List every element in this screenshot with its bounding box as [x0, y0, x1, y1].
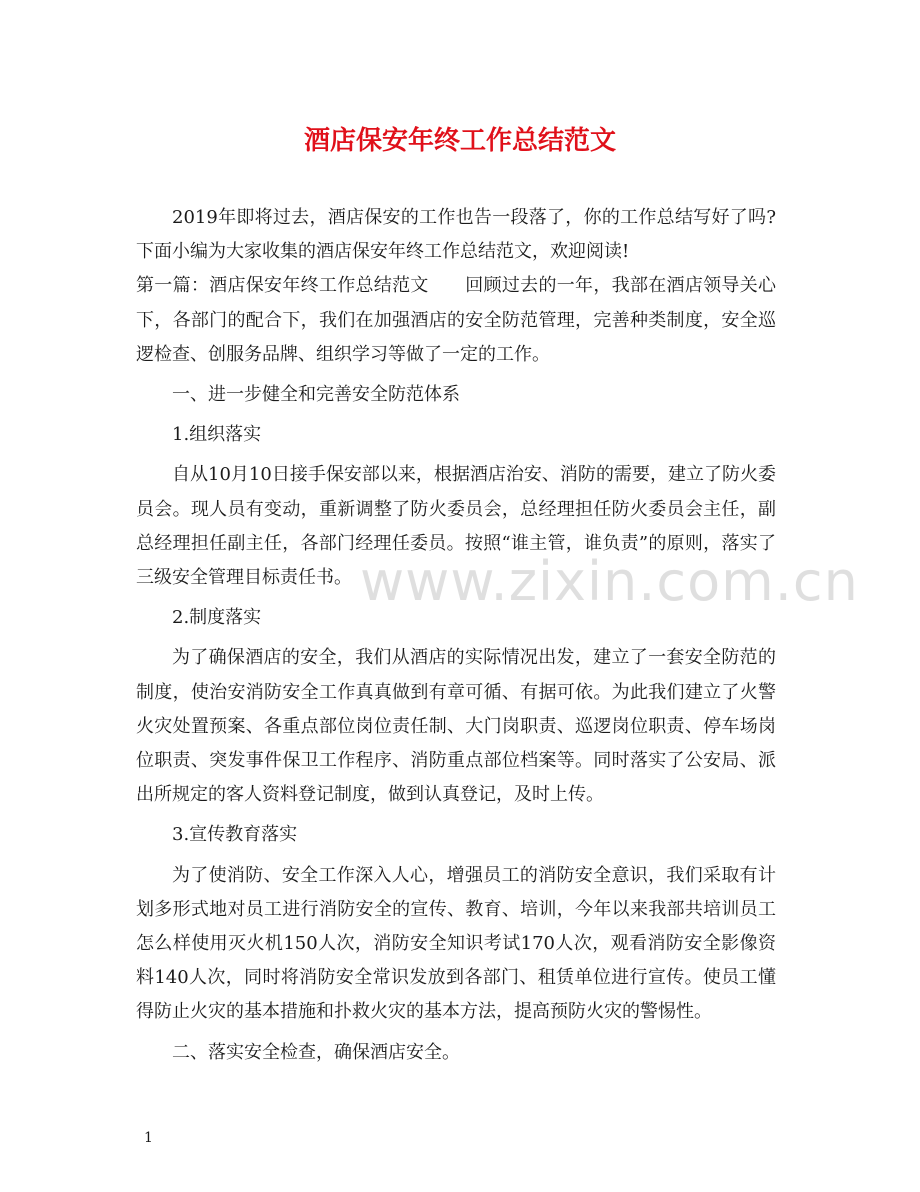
document-title: 酒店保安年终工作总结范文 [303, 126, 616, 156]
page-number: 1 [144, 1130, 153, 1146]
first-article-paragraph: 第一篇：酒店保安年终工作总结范文 回顾过去的一年，我部在酒店领导关心下，各部门的配合下，我们在加强酒店的安全防范管理，完善种类制度，安全巡逻检查、创服务品牌、组织学习等做了一定的工作。 [136, 275, 776, 365]
section-heading-2: 二、落实安全检查，确保酒店安全。 [172, 1041, 460, 1063]
subheading-education: 3.宣传教育落实 [172, 824, 298, 846]
intro-paragraph: 2019年即将过去，酒店保安的工作也告一段落了，你的工作总结写好了吗?下面小编为大家收集的酒店保安年终工作总结范文，欢迎阅读! [136, 207, 776, 263]
education-paragraph: 为了使消防、安全工作深入人心，增强员工的消防安全意识，我们采取有计划多形式地对员工进行消防安全的宣传、教育、培训，今年以来我部共培训员工怎么样使用灭火机150人次，消防安全知识考试170人次，观看消防安全影像资料140人次，同时将消防安全常识发放到各部门、租赁单位进行宣传。使员工懂得防止火灾的基本措施和扑救火灾的基本方法，提高预防火灾的警惕性。 [136, 864, 776, 1023]
system-paragraph: 为了确保酒店的安全，我们从酒店的实际情况出发，建立了一套安全防范的制度，使治安消防安全工作真真做到有章可循、有据可依。为此我们建立了火警火灾处置预案、各重点部位岗位责任制、大门岗职责、巡逻岗位职责、停车场岗位职责、突发事件保卫工作程序、消防重点部位档案等。同时落实了公安局、派出所规定的客人资料登记制度，做到认真登记，及时上传。 [136, 647, 776, 806]
document-body [136, 201, 776, 1070]
section-heading-1: 一、进一步健全和完善安全防范体系 [172, 384, 460, 406]
subheading-system: 2.制度落实 [172, 607, 262, 629]
watermark: www.zixin.com.cn [360, 550, 859, 613]
organization-paragraph: 自从10月10日接手保安部以来，根据酒店治安、消防的需要，建立了防火委员会。现人员有变动，重新调整了防火委员会，总经理担任防火委员会主任，副总经理担任副主任，各部门经理任委员。按照“谁主管，谁负责”的原则，落实了三级安全管理目标责任书。 [136, 464, 776, 589]
subheading-organization: 1.组织落实 [172, 424, 262, 446]
